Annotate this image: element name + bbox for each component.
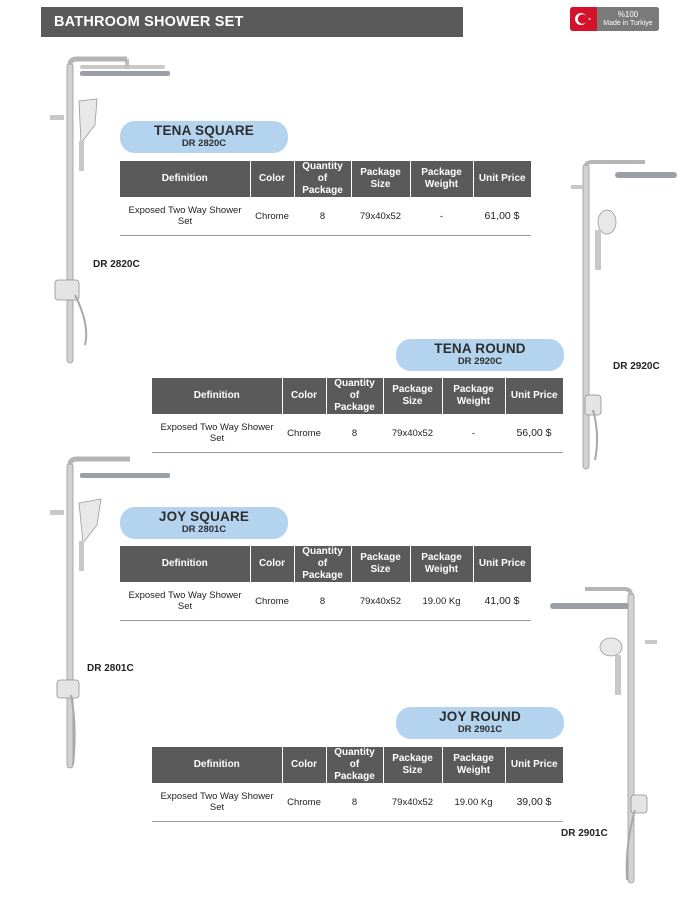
model-label: DR 2801C — [87, 663, 134, 674]
column-header-size: Package Size — [383, 747, 442, 783]
column-header-weight: Package Weight — [442, 747, 505, 783]
product-name: TENA SQUARE — [154, 123, 254, 138]
cell-color: Chrome — [250, 197, 294, 236]
cell-price: 41,00 $ — [473, 582, 531, 621]
cell-price: 39,00 $ — [505, 783, 563, 822]
cell-price: 56,00 $ — [505, 414, 563, 453]
column-header-size: Package Size — [351, 161, 410, 197]
model-label: DR 2820C — [93, 259, 140, 270]
column-header-price: Unit Price — [505, 378, 563, 414]
cell-quantity: 8 — [326, 414, 383, 453]
column-header-quantity: Quantity of Package — [326, 747, 383, 783]
product-title-pill — [120, 507, 288, 539]
made-in-turkiye-badge — [570, 7, 659, 31]
column-header-size: Package Size — [351, 546, 410, 582]
product-code: DR 2920C — [457, 356, 503, 367]
product-spec-table — [120, 161, 531, 236]
column-header-price: Unit Price — [505, 747, 563, 783]
column-header-weight: Package Weight — [442, 378, 505, 414]
table-row — [152, 414, 563, 453]
product-spec-table — [152, 747, 563, 822]
product-code: DR 2801C — [181, 524, 227, 535]
page-title: BATHROOM SHOWER SET — [41, 7, 463, 37]
cell-quantity: 8 — [326, 783, 383, 822]
column-header-color: Color — [282, 378, 326, 414]
product-name: JOY ROUND — [439, 709, 521, 724]
product-name: JOY SQUARE — [158, 509, 250, 524]
column-header-color: Color — [282, 747, 326, 783]
column-header-weight: Package Weight — [410, 161, 473, 197]
cell-weight: - — [442, 414, 505, 453]
cell-weight: 19.00 Kg — [410, 582, 473, 621]
cell-size: 79x40x52 — [383, 783, 442, 822]
cell-color: Chrome — [250, 582, 294, 621]
cell-color: Chrome — [282, 783, 326, 822]
column-header-quantity: Quantity of Package — [294, 546, 351, 582]
cell-weight: - — [410, 197, 473, 236]
cell-definition: Exposed Two Way Shower Set — [152, 414, 282, 453]
table-row — [120, 197, 531, 236]
badge-made-in: Made in Turkiye — [603, 20, 653, 27]
cell-definition: Exposed Two Way Shower Set — [120, 197, 250, 236]
column-header-price: Unit Price — [473, 546, 531, 582]
column-header-size: Package Size — [383, 378, 442, 414]
cell-size: 79x40x52 — [351, 197, 410, 236]
column-header-quantity: Quantity of Package — [294, 161, 351, 197]
cell-weight: 19.00 Kg — [442, 783, 505, 822]
column-header-definition: Definition — [152, 378, 282, 414]
column-header-quantity: Quantity of Package — [326, 378, 383, 414]
column-header-definition: Definition — [120, 161, 250, 197]
cell-color: Chrome — [282, 414, 326, 453]
badge-text — [597, 7, 659, 31]
cell-size: 79x40x52 — [383, 414, 442, 453]
badge-percent: %100 — [617, 10, 639, 19]
product-code: DR 2820C — [181, 138, 227, 149]
product-title-pill — [120, 121, 288, 153]
turkish-flag-icon — [570, 7, 597, 31]
table-row — [152, 783, 563, 822]
column-header-color: Color — [250, 161, 294, 197]
column-header-price: Unit Price — [473, 161, 531, 197]
shower-set-image-joy-round — [545, 585, 670, 890]
column-header-definition: Definition — [120, 546, 250, 582]
cell-definition: Exposed Two Way Shower Set — [120, 582, 250, 621]
cell-quantity: 8 — [294, 582, 351, 621]
cell-price: 61,00 $ — [473, 197, 531, 236]
product-title-pill — [396, 707, 564, 739]
model-label: DR 2920C — [613, 361, 660, 372]
product-code: DR 2901C — [457, 724, 503, 735]
table-row — [120, 582, 531, 621]
product-title-pill — [396, 339, 564, 371]
column-header-color: Color — [250, 546, 294, 582]
shower-set-image-tena-round — [565, 160, 685, 480]
cell-quantity: 8 — [294, 197, 351, 236]
product-name: TENA ROUND — [434, 341, 526, 356]
model-label: DR 2901C — [561, 828, 608, 839]
product-spec-table — [152, 378, 563, 453]
column-header-definition: Definition — [152, 747, 282, 783]
column-header-weight: Package Weight — [410, 546, 473, 582]
cell-definition: Exposed Two Way Shower Set — [152, 783, 282, 822]
cell-size: 79x40x52 — [351, 582, 410, 621]
product-spec-table — [120, 546, 531, 621]
